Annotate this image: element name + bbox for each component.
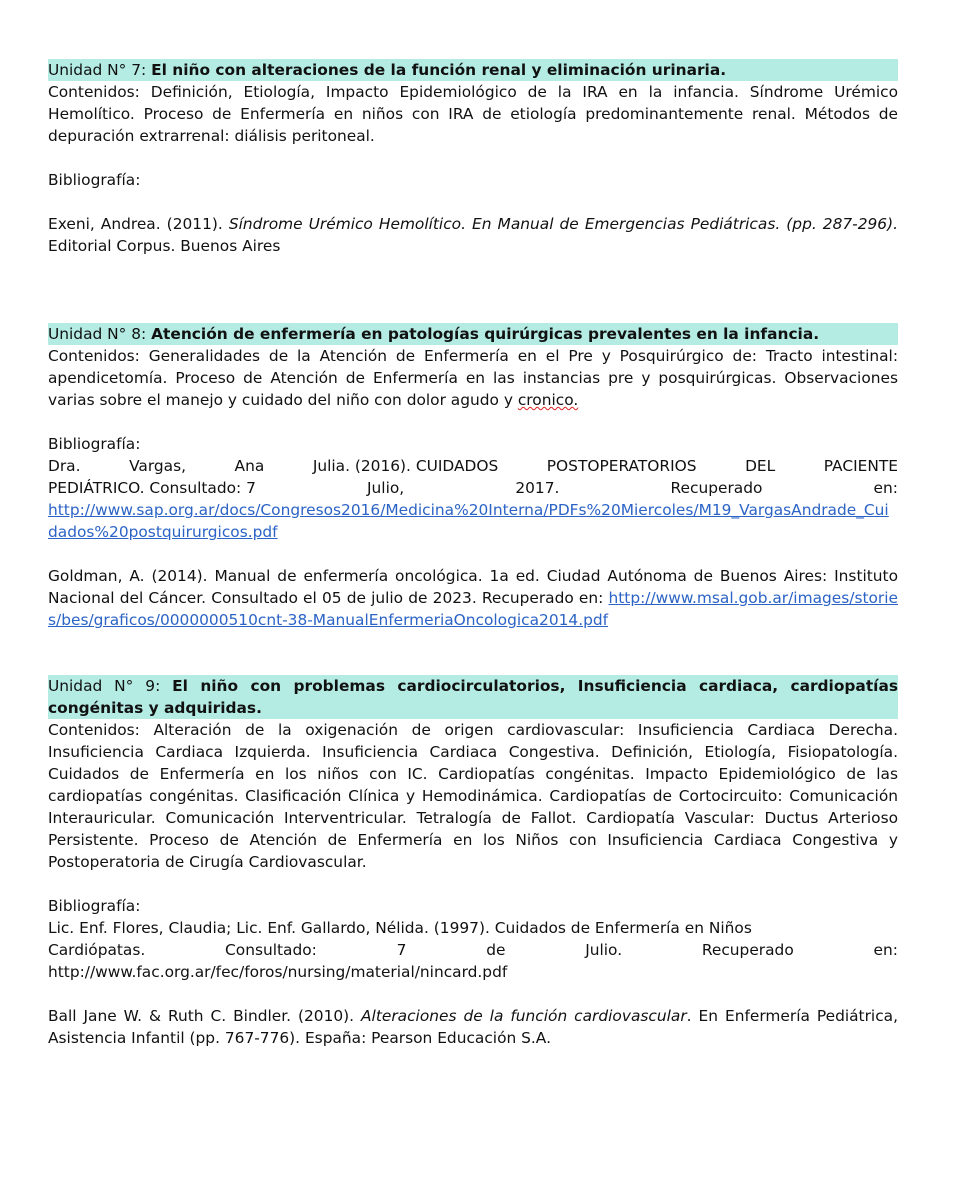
unit-9-header [48, 675, 898, 719]
ref-word: Julio. [585, 941, 623, 959]
ref-word: 7 [396, 941, 407, 959]
unit-7-title: El niño con alteraciones de la función renal y eliminación urinaria. [151, 61, 727, 79]
unit-9-title: El niño con problemas cardiocirculatorios, Insuficiencia cardiaca, cardiopatías congénitas y adquiridas. [48, 677, 898, 717]
ref-word: POSTOPERATORIOS [546, 457, 697, 475]
unit-8-title: Atención de enfermería en patologías quirúrgicas prevalentes en la infancia. [151, 325, 820, 343]
unit-7-reference-1 [48, 213, 898, 257]
ref-word: en: [873, 479, 898, 497]
ref-word: Cardiópatas. [48, 941, 146, 959]
unit-9-contents: Contenidos: Alteración de la oxigenación de origen cardiovascular: Insuficiencia Cardiaca Derecha. Insuficiencia Cardiaca Izquierda. Insuficiencia Cardiaca Congestiva. Definición, Etiología, Fisiopatología. Cuidados de Enfermería en los niños con IC. Cardiopatías congénitas. Impacto Epidemiológico de las cardiopatías congénitas. Clasificación Clínica y Hemodinámica. Cardiopatías de Cortocircuito: Comunicación Interauricular. Comunicación Interventricular. Tetralogía de Fallot. Cardiopatía Vascular: Ductus Arterioso Persistente. Proceso de Atención de Enfermería en los Niños con Insuficiencia Cardiaca Congestiva y Postoperatoria de Cirugía Cardiovascular. [48, 721, 898, 871]
ref-url: http://www.fac.org.ar/fec/foros/nursing/material/nincard.pdf [48, 963, 508, 981]
unit-7-contents: Contenidos: Definición, Etiología, Impacto Epidemiológico de la IRA en la infancia. Síndrome Urémico Hemolítico. Proceso de Enfermería en niños con IRA de etiología predominantemente renal. Métodos de depuración extrarrenal: diálisis peritoneal. [48, 83, 898, 145]
unit-9-reference-2 [48, 1005, 898, 1049]
ref-word: de [486, 941, 506, 959]
unit-7-bibliography-label: Bibliografía: [48, 171, 141, 189]
ref-word: Dra. [48, 457, 81, 475]
ref-author: Exeni, Andrea. (2011). [48, 215, 229, 233]
ref-word: PACIENTE [823, 457, 898, 475]
unit-8-contents-text: Contenidos: Generalidades de la Atención de Enfermería en el Pre y Posquirúrgico de: Tracto intestinal: apendicetomía. Proceso de Atención de Enfermería en las instancias pre y posquirúrgicas. Observaciones varias sobre el manejo y cuidado del niño con dolor agudo y [48, 347, 898, 409]
ref-publisher: . En Enfermería Pediátrica, Asistencia Infantil (pp. 767-776). España: Pearson Educación S.A. [48, 1007, 898, 1047]
ref-word: Julia. (2016). CUIDADOS [312, 457, 499, 475]
ref-word: Vargas, [129, 457, 186, 475]
ref-publisher: Editorial Corpus. Buenos Aires [48, 237, 281, 255]
unit-7-header [48, 59, 898, 81]
unit-9-reference-1 [48, 917, 898, 983]
unit-8-contents [48, 345, 898, 411]
unit-8-number: Unidad N° 8: [48, 325, 152, 343]
vargas-reference-link[interactable]: http://www.sap.org.ar/docs/Congresos2016/Medicina%20Interna/PDFs%20Miercoles/M19_VargasAndrade_Cuidados%20postquirurgicos.pdf [48, 501, 889, 541]
goldman-reference-link[interactable]: http://www.msal.gob.ar/images/stories/bes/graficos/0000000510cnt-38-ManualEnfermeriaOncologica2014.pdf [48, 589, 898, 629]
misspelled-word: cronico. [517, 391, 579, 409]
ref-word: Recuperado [670, 479, 763, 497]
unit-8-header [48, 323, 898, 345]
ref-word: Consultado: [225, 941, 317, 959]
ref-title: Alteraciones de la función cardiovascular [361, 1007, 687, 1025]
ref-word: Ana [234, 457, 265, 475]
unit-8-bibliography-label: Bibliografía: [48, 435, 141, 453]
ref-word: Recuperado [701, 941, 794, 959]
unit-8-reference-2 [48, 565, 898, 631]
ref-word: DEL [745, 457, 776, 475]
unit-7-number: Unidad N° 7: [48, 61, 152, 79]
unit-9-bibliography-label: Bibliografía: [48, 897, 141, 915]
ref-word: 2017. [515, 479, 560, 497]
ref-line: Lic. Enf. Flores, Claudia; Lic. Enf. Gallardo, Nélida. (1997). Cuidados de Enfermería en Niños [48, 919, 752, 937]
ref-word: en: [873, 941, 898, 959]
ref-title: Síndrome Urémico Hemolítico. En Manual de Emergencias Pediátricas. (pp. 287-296). [228, 215, 898, 233]
ref-word: Julio, [367, 479, 405, 497]
ref-text: Goldman, A. (2014). Manual de enfermería oncológica. 1a ed. Ciudad Autónoma de Buenos Aires: Instituto Nacional del Cáncer. Consultado el 05 de julio de 2023. Recuperado en: [48, 567, 898, 607]
document-page [48, 59, 898, 1049]
unit-9-number: Unidad N° 9: [48, 677, 173, 695]
unit-8-reference-1 [48, 455, 898, 543]
ref-author: Ball Jane W. & Ruth C. Bindler. (2010). [48, 1007, 362, 1025]
ref-word: PEDIÁTRICO. Consultado: 7 [48, 479, 256, 497]
